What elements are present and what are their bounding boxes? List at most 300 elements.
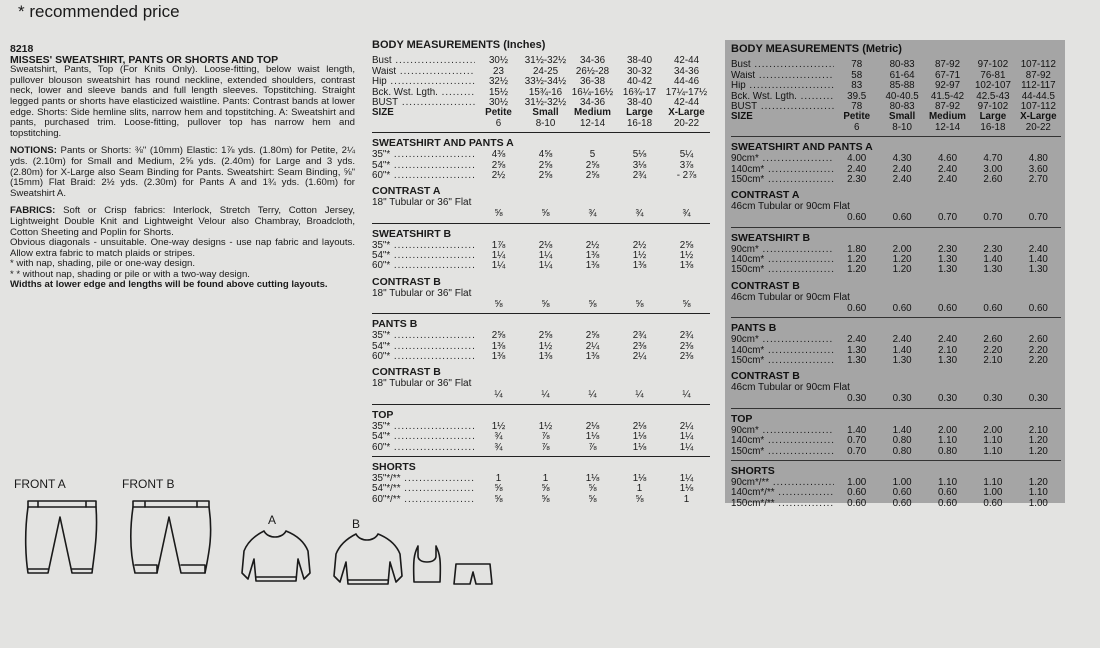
metric-size-number: 6 xyxy=(853,121,860,133)
metric-yardage-value: 1.20 xyxy=(847,264,867,276)
imperial-yardage-value: 1½ xyxy=(491,420,506,432)
metric-yardage-value: 2.40 xyxy=(1028,243,1048,255)
metric-yardage-value: 2.40 xyxy=(847,334,867,346)
front-b-label: FRONT B xyxy=(122,477,175,491)
imperial-measurement-value: 36-38 xyxy=(579,76,606,88)
metric-fabric-width: 140cm* ..... xyxy=(731,436,834,446)
pants-b-illustration xyxy=(125,495,220,590)
metric-yardage-value: 2.60 xyxy=(983,173,1003,185)
imperial-measurement-value: 32½ xyxy=(488,76,509,88)
imperial-yardage-value: ¼ xyxy=(588,389,597,401)
imperial-section-title: SHORTS xyxy=(372,461,416,473)
imperial-yardage-value: 1⅛ xyxy=(632,431,647,443)
metric-yardage-value: 1.30 xyxy=(937,264,958,276)
metric-yardage-value: 1.20 xyxy=(892,264,912,276)
imperial-yardage-value: 2⅝ xyxy=(679,239,694,251)
imperial-yardage-value: 2⅛ xyxy=(632,420,647,432)
metric-yardage-value: 2.10 xyxy=(1028,424,1048,436)
imperial-yardage-value: ⅝ xyxy=(635,298,644,310)
imperial-section-divider xyxy=(372,456,710,457)
metric-yardage-value: 0.70 xyxy=(1028,212,1048,224)
imperial-yardage-value: 3⅛ xyxy=(632,159,647,171)
imperial-yardage-row xyxy=(372,495,710,505)
imperial-yardage-value: 1⅜ xyxy=(538,351,553,363)
metric-yardage-row xyxy=(731,356,1061,366)
imperial-measurement-value: 33½-34½ xyxy=(524,76,567,88)
metric-yardage-value: 0.60 xyxy=(892,487,912,499)
metric-yardage-value: 2.30 xyxy=(847,173,867,185)
metric-size-name: Medium xyxy=(929,111,967,123)
metric-measurement-value: 67-71 xyxy=(934,69,961,81)
imperial-yardage-value: 1½ xyxy=(679,250,694,262)
imperial-measurement-value: 31½-32½ xyxy=(524,96,567,108)
notions-paragraph xyxy=(10,146,355,199)
metric-section-divider xyxy=(731,460,1061,461)
widths-note: Widths at lower edge and lengths will be found above cutting layouts. xyxy=(10,279,328,291)
metric-size-number: 12-14 xyxy=(934,121,961,133)
metric-size-number: 16-18 xyxy=(980,121,1006,133)
metric-yardage-value: 2.10 xyxy=(983,355,1003,367)
metric-yardage-value: 0.70 xyxy=(937,212,958,224)
imperial-yardage-value: ⅝ xyxy=(494,493,503,505)
imperial-yardage-value: 5⅛ xyxy=(632,149,647,161)
garment-description: Sweatshirt, Pants, Top (For Knits Only). Loose-fitting, below waist length, pullover blouson sweatshirt has round neckline, extended shoulders, contrast neck, lower and sleeve bands and full length sleeves. Topstitching. Straight legged pants or shorts have elasticized waistline. Pants: Contrast bands at lower edge. Shorts: Side hemline slits, narrow hem and topstitching. A: Sweatshirt and pants, purchased trim. Loose-fitting, pullover top has narrow hem and topstitching. xyxy=(10,64,355,139)
imperial-section-divider xyxy=(372,404,710,405)
metric-yardage-value: 2.40 xyxy=(937,173,958,185)
imperial-size-label: SIZE xyxy=(372,108,394,119)
metric-yardage-value: 4.70 xyxy=(983,153,1003,165)
imperial-yardage-value: 1¼ xyxy=(679,473,694,484)
metric-fabric-width xyxy=(731,394,834,404)
metric-size-name: X-Large xyxy=(1020,111,1057,123)
metric-size-spacer xyxy=(731,123,834,133)
imperial-yardage-value: 1⅛ xyxy=(632,441,647,453)
imperial-section-title: SWEATSHIRT B xyxy=(372,227,452,240)
imperial-yardage-value: 1⅜ xyxy=(632,260,647,272)
metric-measurement-value: 58 xyxy=(851,69,863,81)
imperial-measurement-value: 17¼-17½ xyxy=(665,86,708,98)
metric-yardage-value: 0.30 xyxy=(892,393,912,405)
metric-measurement-value: 78 xyxy=(851,59,863,71)
metric-measurement-value: 44-44.5 xyxy=(1021,90,1055,102)
fabrics-label: FABRICS: xyxy=(10,205,56,217)
imperial-measurement-label: Hip ..... xyxy=(372,77,475,87)
metric-yardage-value: 2.40 xyxy=(937,163,958,175)
recommended-price-note: * recommended price xyxy=(18,2,180,21)
imperial-yardage-value: ¾ xyxy=(588,208,597,220)
metric-measurement-label: Hip ..... xyxy=(731,81,834,91)
imperial-fabric-width: 54"* ..... xyxy=(372,161,475,171)
metric-yardage-row xyxy=(731,213,1061,223)
metric-yardage-value: 1.40 xyxy=(892,424,912,436)
metric-yardage-value: 1.20 xyxy=(1028,445,1048,457)
metric-measurement-value: 107-112 xyxy=(1020,59,1056,71)
metric-measurement-label: Waist ..... xyxy=(731,71,834,81)
imperial-yardage-value: 1 xyxy=(683,493,690,505)
imperial-yardage-value: 1⅞ xyxy=(491,239,506,251)
metric-yardage-value: 0.60 xyxy=(892,497,912,509)
metric-yardage-value: 2.60 xyxy=(983,334,1003,346)
metric-yardage-value: 2.70 xyxy=(1028,173,1048,185)
imperial-yardage-value: 2⅝ xyxy=(585,330,600,342)
imperial-measurement-value: 44-46 xyxy=(673,76,700,88)
pants-a-illustration xyxy=(20,495,110,590)
metric-measurement-value: 87-92 xyxy=(1025,69,1051,81)
metric-section-title: CONTRAST A xyxy=(731,189,800,202)
imperial-yardage-row xyxy=(372,261,710,271)
metric-yardage-value: 3.60 xyxy=(1028,163,1048,175)
fabrics-paragraph xyxy=(10,206,355,238)
imperial-yardage-value: ⅝ xyxy=(541,298,550,310)
metric-yardage-value: 1.30 xyxy=(983,264,1003,276)
metric-measurement-value: 102-107 xyxy=(974,80,1011,92)
imperial-yardage-row xyxy=(372,390,710,400)
imperial-yardage-value: 1½ xyxy=(632,250,647,262)
imperial-yardage-value: ¾ xyxy=(635,208,644,220)
view-a-label: A xyxy=(268,513,277,527)
pattern-description-column xyxy=(10,44,355,291)
metric-measurement-value: 42.5-43 xyxy=(976,90,1010,102)
metric-fabric-width: 140cm* ..... xyxy=(731,165,834,175)
imperial-yardage-value: ¼ xyxy=(635,389,644,401)
metric-fabric-width: 150cm*/** ..... xyxy=(731,499,834,509)
metric-yardage-value: 0.30 xyxy=(1028,393,1048,405)
imperial-yardage-row xyxy=(372,300,710,310)
imperial-yardage-value: ⅝ xyxy=(682,298,691,310)
metric-yardage-value: 1.20 xyxy=(1028,477,1048,488)
imperial-yardage-row xyxy=(372,443,710,453)
metric-yardage-value: 2.60 xyxy=(1028,334,1048,346)
metric-section-divider xyxy=(731,227,1061,228)
imperial-measurement-value: 34-36 xyxy=(673,65,700,77)
metric-yardage-value: 0.60 xyxy=(847,497,867,509)
metric-fabric-width: 150cm* ..... xyxy=(731,447,834,457)
metric-measurement-label: BUST ..... xyxy=(731,102,834,112)
imperial-section-subtitle: 18" Tubular or 36" Flat xyxy=(372,197,472,209)
imperial-yardage-value: 1⅛ xyxy=(585,431,600,443)
metric-yardage-value: 0.60 xyxy=(937,497,958,509)
imperial-yardage-row xyxy=(372,171,710,181)
metric-yardage-value: 0.60 xyxy=(937,487,958,499)
metric-yardage-value: 1.30 xyxy=(937,355,958,367)
metric-yardage-value: 1.30 xyxy=(847,344,867,356)
metric-yardage-row xyxy=(731,304,1061,314)
imperial-fabric-width: 60"* ..... xyxy=(372,171,475,181)
metric-yardage-value: 0.80 xyxy=(892,435,912,447)
imperial-yardage-value: 2⅝ xyxy=(585,159,600,171)
imperial-yardage-value: ⅝ xyxy=(494,483,503,495)
metric-fabric-width: 90cm* ..... xyxy=(731,245,834,255)
imperial-size-name: Small xyxy=(532,107,559,119)
imperial-fabric-width: 60"*/** ..... xyxy=(372,495,475,505)
metric-yardage-value: 1.30 xyxy=(847,355,867,367)
imperial-yardage-value: ¼ xyxy=(494,389,503,401)
notions-label: NOTIONS: xyxy=(10,145,57,157)
metric-section-subtitle: 46cm Tubular or 90cm Flat xyxy=(731,291,850,303)
metric-yardage-row xyxy=(731,154,1061,164)
metric-measurement-value: 112-117 xyxy=(1021,80,1056,92)
metric-yardage-value: 1.10 xyxy=(937,477,958,488)
top-illustration xyxy=(410,542,445,587)
imperial-yardage-value: 2⅜ xyxy=(632,340,647,352)
nap-note-without: * * without nap, shading or pile or with a two-way design. xyxy=(10,268,250,280)
imperial-yardage-value: 1⅜ xyxy=(491,351,506,363)
metric-yardage-row xyxy=(731,447,1061,457)
metric-yardage-value: 1.20 xyxy=(847,254,867,266)
imperial-measurement-table xyxy=(372,40,710,505)
metric-section-subtitle: 46cm Tubular or 90cm Flat xyxy=(731,201,850,213)
metric-yardage-value: 1.00 xyxy=(1028,497,1048,509)
metric-fabric-width: 150cm* ..... xyxy=(731,265,834,275)
front-a-label: FRONT A xyxy=(14,477,66,491)
metric-yardage-value: 2.40 xyxy=(892,173,912,185)
imperial-fabric-width: 35"* ..... xyxy=(372,241,475,251)
imperial-yardage-value: ⅝ xyxy=(588,483,597,495)
metric-yardage-value: 1.00 xyxy=(847,477,867,488)
metric-fabric-width: 90cm* ..... xyxy=(731,426,834,436)
diagonals-note: Obvious diagonals - unsuitable. One-way designs - use nap fabric and layouts. Allow extra fabric to match plaids or stripes. xyxy=(10,237,355,259)
metric-section-divider xyxy=(731,317,1061,318)
metric-table-header: BODY MEASUREMENTS (Metric) xyxy=(731,43,902,55)
metric-size-name: Petite xyxy=(843,111,871,123)
imperial-yardage-value: 2⅛ xyxy=(585,420,600,432)
metric-fabric-width: 90cm*/** ..... xyxy=(731,478,834,488)
metric-yardage-value: 1.10 xyxy=(983,477,1003,488)
imperial-yardage-value: ¾ xyxy=(494,431,503,443)
imperial-measurement-value: 40-42 xyxy=(626,76,653,88)
imperial-yardage-value: 2⅜ xyxy=(679,340,694,352)
metric-fabric-width: 90cm* ..... xyxy=(731,335,834,345)
imperial-fabric-width: 60"* ..... xyxy=(372,261,475,271)
metric-yardage-row xyxy=(731,394,1061,404)
imperial-yardage-value: ⅝ xyxy=(494,208,503,220)
imperial-measurement-value: 16¾-17 xyxy=(622,86,657,98)
imperial-section-title: SWEATSHIRT AND PANTS A xyxy=(372,137,514,150)
imperial-section-divider xyxy=(372,223,710,224)
imperial-yardage-value: 2¼ xyxy=(632,351,647,363)
imperial-yardage-value: 1 xyxy=(495,473,502,484)
imperial-yardage-value: 1⅛ xyxy=(679,483,694,495)
imperial-measurement-value: 31½-32½ xyxy=(524,55,567,67)
metric-yardage-row xyxy=(731,175,1061,185)
imperial-yardage-value: 2¾ xyxy=(679,330,694,342)
metric-measurement-value: 61-64 xyxy=(889,69,915,81)
imperial-yardage-value: 2⅝ xyxy=(538,159,553,171)
imperial-yardage-value: 1¼ xyxy=(538,260,553,272)
metric-yardage-value: 0.60 xyxy=(892,302,912,314)
pattern-number: 8218 xyxy=(10,43,34,55)
imperial-size-numbers-row xyxy=(372,119,710,129)
imperial-section-title: CONTRAST B xyxy=(372,366,441,379)
imperial-yardage-value: 1¼ xyxy=(491,250,506,262)
imperial-yardage-value: ⅞ xyxy=(541,441,550,453)
imperial-fabric-width: 35"* ..... xyxy=(372,422,475,432)
metric-measurement-label: Bck. Wst. Lgth. ..... xyxy=(731,92,834,102)
imperial-size-name: Large xyxy=(626,107,653,119)
metric-yardage-value: 1.10 xyxy=(937,435,958,447)
metric-measurement-value: 85-88 xyxy=(889,80,915,92)
shorts-illustration xyxy=(452,560,497,590)
metric-section-title: PANTS B xyxy=(731,322,777,335)
metric-measurement-value: 40-40.5 xyxy=(885,90,919,102)
imperial-measurement-value: 23 xyxy=(493,65,504,77)
imperial-yardage-value: 1¼ xyxy=(491,260,506,272)
imperial-yardage-value: 1⅜ xyxy=(679,260,694,272)
imperial-yardage-value: ⅝ xyxy=(541,493,550,505)
metric-yardage-value: 1.10 xyxy=(983,435,1003,447)
imperial-measurement-label: Bust ..... xyxy=(372,56,475,66)
metric-yardage-value: 2.30 xyxy=(983,243,1003,255)
imperial-fabric-width xyxy=(372,209,475,219)
metric-yardage-value: 1.40 xyxy=(847,424,867,436)
metric-measurement-value: 80-83 xyxy=(889,59,915,71)
imperial-measurement-value: 26½-28 xyxy=(575,65,610,77)
imperial-yardage-value: 2¼ xyxy=(585,340,600,352)
imperial-section-divider xyxy=(372,132,710,133)
fabrics-text: Soft or Crisp fabrics: Interlock, Stretch Terry, Cotton Jersey, Lightweight Double Knit and Lightweight Velour also Chambray, Broadcloth, Cotton Sheeting and Poplin for Shorts. xyxy=(10,205,355,238)
metric-section-divider xyxy=(731,136,1061,137)
imperial-fabric-width: 54"*/** ..... xyxy=(372,484,475,494)
imperial-yardage-value: ¼ xyxy=(682,389,691,401)
imperial-yardage-value: ⅝ xyxy=(541,483,550,495)
imperial-yardage-value: 1¼ xyxy=(679,431,694,443)
metric-yardage-value: 2.40 xyxy=(937,334,958,346)
metric-yardage-value: 2.20 xyxy=(1028,355,1048,367)
imperial-yardage-value: 2⅝ xyxy=(538,169,553,181)
metric-yardage-value: 0.60 xyxy=(983,497,1003,509)
imperial-measurement-value: 30-32 xyxy=(626,65,653,77)
metric-size-name: Large xyxy=(979,111,1007,123)
imperial-yardage-value: 2⅜ xyxy=(679,351,694,363)
imperial-yardage-value: - 2⅞ xyxy=(676,169,697,181)
imperial-yardage-value: 2¼ xyxy=(679,420,694,432)
imperial-section-subtitle: 18" Tubular or 36" Flat xyxy=(372,287,472,299)
imperial-yardage-value: 2⅝ xyxy=(491,159,506,171)
imperial-size-name: X-Large xyxy=(668,107,705,119)
metric-fabric-width xyxy=(731,213,834,223)
imperial-yardage-value: 1⅜ xyxy=(585,260,600,272)
metric-yardage-value: 1.10 xyxy=(983,445,1003,457)
imperial-yardage-value: ⅞ xyxy=(588,441,597,453)
imperial-yardage-value: 2⅛ xyxy=(538,239,553,251)
imperial-yardage-value: ⅝ xyxy=(494,298,503,310)
metric-fabric-width: 150cm* ..... xyxy=(731,356,834,366)
imperial-yardage-value: ¾ xyxy=(494,441,503,453)
metric-yardage-value: 2.10 xyxy=(937,344,958,356)
metric-measurement-table xyxy=(731,44,1061,509)
imperial-measurement-label: BUST ..... xyxy=(372,98,475,108)
metric-section-title: SWEATSHIRT B xyxy=(731,231,811,244)
metric-fabric-width: 140cm* ..... xyxy=(731,346,834,356)
imperial-size-name: Petite xyxy=(485,107,512,119)
imperial-yardage-value: 5¼ xyxy=(679,149,694,161)
metric-yardage-value: 0.60 xyxy=(983,302,1003,314)
metric-section-title: CONTRAST B xyxy=(731,279,800,292)
metric-yardage-row xyxy=(731,499,1061,509)
metric-yardage-value: 2.40 xyxy=(892,163,912,175)
metric-fabric-width: 150cm* ..... xyxy=(731,175,834,185)
metric-yardage-value: 1.20 xyxy=(892,254,912,266)
metric-yardage-value: 0.70 xyxy=(847,445,867,457)
metric-measurement-value: 78 xyxy=(851,100,863,112)
imperial-section-title: CONTRAST A xyxy=(372,185,441,198)
metric-yardage-value: 0.60 xyxy=(937,302,958,314)
imperial-yardage-value: ¼ xyxy=(541,389,550,401)
metric-section-title: SWEATSHIRT AND PANTS A xyxy=(731,141,873,154)
metric-size-numbers-row xyxy=(731,123,1061,133)
metric-yardage-value: 1.40 xyxy=(983,254,1003,266)
imperial-measurement-label: Bck. Wst. Lgth. ..... xyxy=(372,88,475,98)
metric-measurement-value: 87-92 xyxy=(934,100,961,112)
imperial-measurement-value: 38-40 xyxy=(626,55,653,67)
imperial-fabric-width xyxy=(372,390,475,400)
metric-measurement-value: 76-81 xyxy=(980,69,1006,81)
imperial-yardage-value: ⅝ xyxy=(635,493,644,505)
view-b-label: B xyxy=(352,517,361,531)
metric-yardage-value: 0.80 xyxy=(937,445,958,457)
metric-yardage-value: 3.00 xyxy=(983,163,1003,175)
metric-section-divider xyxy=(731,408,1061,409)
imperial-measurement-value: 16¼-16½ xyxy=(571,86,614,98)
imperial-yardage-value: ¾ xyxy=(682,208,691,220)
imperial-measurement-value: 42-44 xyxy=(673,55,700,67)
metric-yardage-value: 0.60 xyxy=(847,487,867,499)
imperial-measurement-value: 38-40 xyxy=(626,96,653,108)
imperial-yardage-value: 1⅜ xyxy=(491,340,506,352)
metric-fabric-width xyxy=(731,304,834,314)
imperial-yardage-row xyxy=(372,150,710,160)
metric-size-name: Small xyxy=(889,111,916,123)
imperial-yardage-value: 1⅜ xyxy=(585,351,600,363)
imperial-measurement-value: 15½ xyxy=(488,86,509,98)
metric-size-label: SIZE xyxy=(731,112,753,123)
imperial-yardage-row xyxy=(372,209,710,219)
pattern-title: MISSES' SWEATSHIRT, PANTS OR SHORTS AND TOP xyxy=(10,53,279,66)
imperial-yardage-value: 2⅝ xyxy=(491,330,506,342)
metric-measurement-value: 87-92 xyxy=(934,59,961,71)
metric-section-title: CONTRAST B xyxy=(731,370,800,383)
imperial-section-title: TOP xyxy=(372,408,394,421)
imperial-section-title: PANTS B xyxy=(372,318,418,331)
imperial-yardage-value: 4⅝ xyxy=(538,149,553,161)
metric-yardage-value: 0.70 xyxy=(847,435,867,447)
imperial-section-title: CONTRAST B xyxy=(372,275,441,288)
metric-yardage-value: 2.00 xyxy=(892,243,912,255)
metric-size-number: 8-10 xyxy=(892,121,912,133)
metric-measurement-value: 107-112 xyxy=(1020,100,1056,112)
imperial-yardage-value: ⅝ xyxy=(588,298,597,310)
metric-section-title: SHORTS xyxy=(731,465,775,477)
metric-yardage-value: 0.60 xyxy=(847,302,867,314)
metric-yardage-value: 1.10 xyxy=(1028,487,1048,499)
imperial-size-name: Medium xyxy=(573,107,611,119)
imperial-fabric-width: 35"*/** ..... xyxy=(372,474,475,484)
metric-yardage-value: 2.30 xyxy=(937,243,958,255)
imperial-yardage-value: 2⅝ xyxy=(538,330,553,342)
metric-measurement-value: 92-97 xyxy=(934,80,961,92)
imperial-yardage-value: 1¼ xyxy=(679,441,694,453)
imperial-fabric-width: 54"* ..... xyxy=(372,432,475,442)
imperial-fabric-width: 35"* ..... xyxy=(372,331,475,341)
imperial-yardage-value: 1⅛ xyxy=(585,473,600,484)
imperial-yardage-value: 1½ xyxy=(538,420,553,432)
imperial-size-number: 8-10 xyxy=(535,117,556,129)
metric-yardage-value: 0.60 xyxy=(1028,302,1048,314)
imperial-measurement-value: 42-44 xyxy=(673,96,700,108)
metric-section-title: TOP xyxy=(731,412,753,425)
nap-note-with: * with nap, shading, pile or one-way design. xyxy=(10,258,196,270)
imperial-yardage-value: 1½ xyxy=(538,340,553,352)
